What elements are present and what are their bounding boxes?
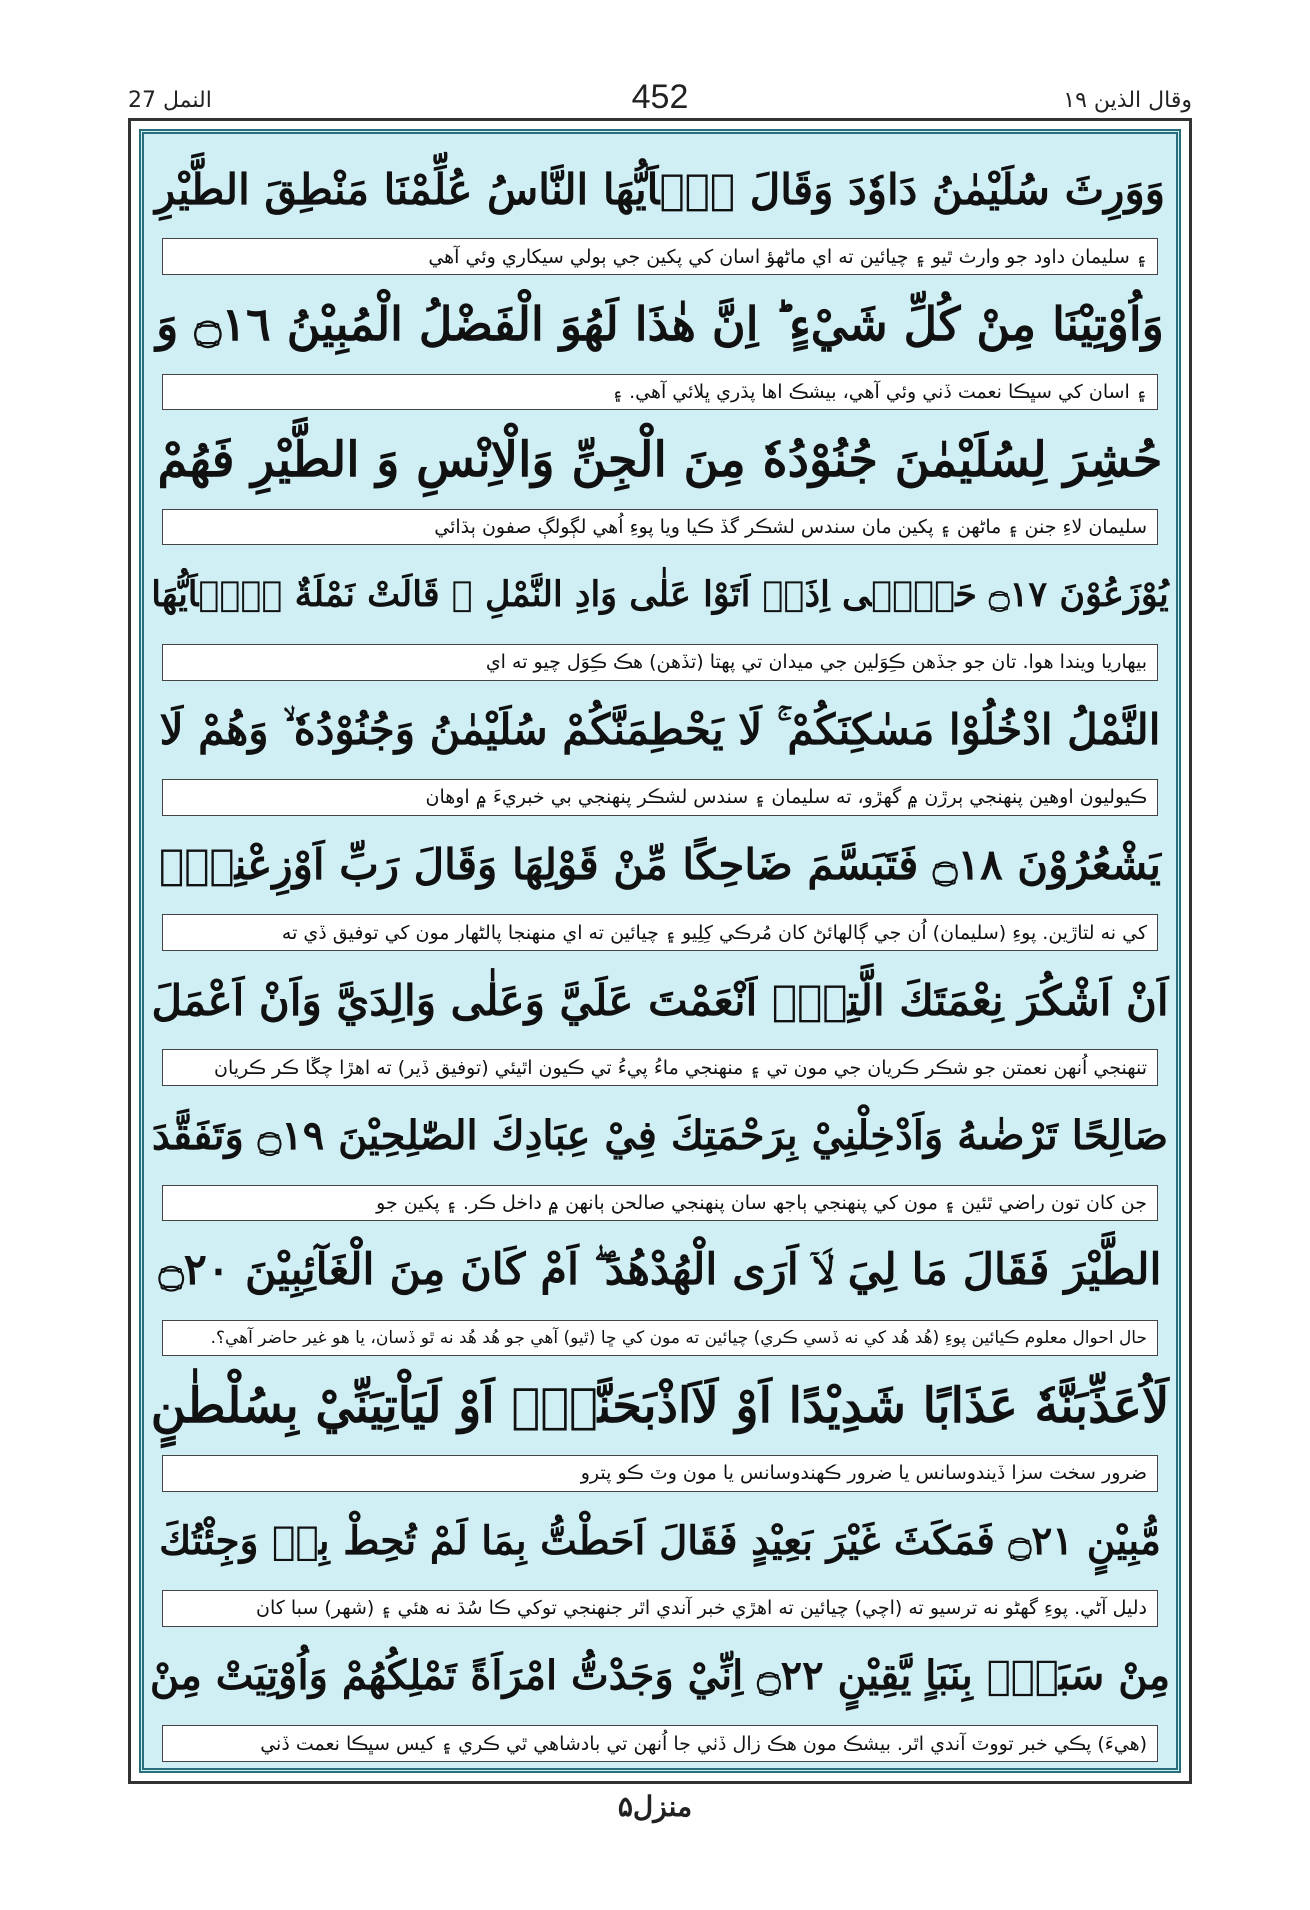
arabic-line: الطَّيْرَ فَقَالَ مَا لِيَ لَاۤ اَرَى الْهُدْهُدَ ۖ اَمْ كَانَ مِنَ الْغَآئِبِيْنَ ۝٢٠ bbox=[158, 1245, 1162, 1296]
arabic-line: لَاُعَذِّبَنَّهٗ عَذَابًا شَدِيْدًا اَوْ لَاَاذْبَحَنَّهٗۤ اَوْ لَيَاْتِيَنِّيْ بِسُلْطٰنٍ bbox=[150, 1377, 1170, 1434]
text-panel bbox=[139, 129, 1181, 1773]
arabic-line: اَنْ اَشْكُرَ نِعْمَتَكَ الَّتِيْۤ اَنْعَمْتَ عَلَيَّ وَعَلٰى وَالِدَيَّ وَاَنْ اَعْمَلَ bbox=[151, 975, 1169, 1025]
juz-label: وقال الذين ١٩ bbox=[1063, 88, 1192, 113]
arabic-line: صَالِحًا تَرْضٰىهُ وَاَدْخِلْنِيْ بِرَحْمَتِكَ فِيْ عِبَادِكَ الصّٰلِحِيْنَ ۝١٩ وَتَفَقَّدَ bbox=[151, 1111, 1169, 1159]
translation-line: سليمان لاءِ جنن ۽ ماڻهن ۽ پکين مان سندس لشڪر گڏ ڪيا ويا پوءِ اُهي لڳولڳ صفون ٻڌائي bbox=[162, 509, 1158, 546]
translation-line: دليل آڻي. پوءِ گهڻو نه ترسيو ته (اچي) چيائين ته اهڙي خبر آندي اٿر جنهنجي توکي ڪا سُڌ نه هئي ۽ (شهر) سبا کان bbox=[162, 1590, 1158, 1627]
translation-line: ۽ سليمان داود جو وارث ٿيو ۽ چيائين ته اي ماڻهؤ اسان کي پکين جي ٻولي سيکاري وئي آهي bbox=[162, 238, 1158, 275]
translation-line: (هيءَ) پڪي خبر تووٽ آندي اٿر. بيشڪ مون هڪ زال ڏٺي جا اُنهن تي بادشاهي ٿي ڪري ۽ کيس سڀڪا نعمت ڏني bbox=[162, 1725, 1158, 1762]
arabic-line: حُشِرَ لِسُلَيْمٰنَ جُنُوْدُهٗ مِنَ الْجِنِّ وَالْاِنْسِ وَ الطَّيْرِ فَهُمْ bbox=[157, 431, 1163, 488]
page-header bbox=[128, 78, 1192, 122]
translation-line: کي نه لتاڙين. پوءِ (سليمان) اُن جي ڳالهائڻ کان مُرڪي کِلِيو ۽ چيائين ته اي منهنجا پالڻهار مون کي توفيق ڏي ته bbox=[162, 914, 1158, 951]
translation-line: ضرور سخت سزا ڏيندوسانس يا ضرور ڪهندوسانس يا مون وٽ ڪو پترو bbox=[162, 1455, 1158, 1492]
arabic-line: مُّبِيْنٍ ۝٢١ فَمَكَثَ غَيْرَ بَعِيْدٍ فَقَالَ اَحَطْتُّ بِمَا لَمْ تُحِطْ بِهٖ وَجِئْتُكَ bbox=[159, 1517, 1161, 1564]
arabic-line: يُوْزَعُوْنَ ۝١٧ حَتّٰۤى اِذَاۤ اَتَوْا عَلٰى وَادِ النَّمْلِ ۙ قَالَتْ نَمْلَةٌ يّٰۤاَيُّهَا bbox=[151, 574, 1169, 616]
arabic-line: وَاُوْتِيْنَا مِنْ كُلِّ شَيْءٍ ؕ اِنَّ هٰذَا لَهُوَ الْفَضْلُ الْمُبِيْنُ ۝١٦ وَ bbox=[156, 297, 1164, 352]
translation-line: حال احوال معلوم ڪيائين پوءِ (هُد هُد کي نه ڏسي ڪري) چيائين ته مون کي ڇا (ٿيو) آهي جو هُد هُد نه ٿو ڏسان، يا هو غير حاضر آهي؟. bbox=[162, 1320, 1158, 1357]
translation-line: ڪيوليون اوهين پنهنجي ٻرڙن ۾ گهڙو، ته سليمان ۽ سندس لشڪر پنهنجي بي خبريءَ ۾ اوهان bbox=[162, 779, 1158, 816]
verse-lines bbox=[150, 140, 1170, 1762]
translation-line: ۽ اسان کي سڀڪا نعمت ڏني وئي آهي، بيشڪ اها پڌري ڀلائي آهي. ۽ bbox=[162, 374, 1158, 411]
page-number: 452 bbox=[631, 78, 689, 116]
surah-label: النمل 27 bbox=[128, 88, 212, 113]
arabic-line: النَّمْلُ ادْخُلُوْا مَسٰكِنَكُمْ ۚ لَا يَحْطِمَنَّكُمْ سُلَيْمٰنُ وَجُنُوْدُهٗ ۙ وَهُمْ لَا bbox=[159, 704, 1161, 754]
translation-line: جن کان تون راضي ٿئين ۽ مون کي پنهنجي ٻاجھ سان پنهنجي صالحن ٻانهن ۾ داخل ڪر. ۽ پکين جو bbox=[162, 1185, 1158, 1222]
arabic-line: يَشْعُرُوْنَ ۝١٨ فَتَبَسَّمَ ضَاحِكًا مِّنْ قَوْلِهَا وَقَالَ رَبِّ اَوْزِعْنِيْۤ bbox=[159, 840, 1161, 890]
translation-line: تنهنجي اُنهن نعمتن جو شڪر ڪريان جي مون تي ۽ منهنجي ماءُ پيءُ تي ڪيون اٿيئي (توفيق ڏير) ته اهڙا چڱا ڪر ڪريان bbox=[162, 1049, 1158, 1086]
arabic-line: مِنْ سَبَاٍۭ بِنَبَاٍ يَّقِيْنٍ ۝٢٢ اِنِّيْ وَجَدْتُّ امْرَاَةً تَمْلِكُهُمْ وَاُوْتِيَتْ مِنْ bbox=[150, 1652, 1170, 1700]
page-frame bbox=[128, 118, 1192, 1784]
manzil-label: منزل۵ bbox=[617, 1790, 693, 1823]
translation-line: بيهاريا ويندا هوا. تان جو جڏهن ڪِوَلين جي ميدان تي پهتا (تڏهن) هڪ ڪِوَل چيو ته اي bbox=[162, 644, 1158, 681]
arabic-line: وَوَرِثَ سُلَيْمٰنُ دَاوٗدَ وَقَالَ يٰۤاَيُّهَا النَّاسُ عُلِّمْنَا مَنْطِقَ الطَّيْرِ bbox=[155, 164, 1166, 214]
